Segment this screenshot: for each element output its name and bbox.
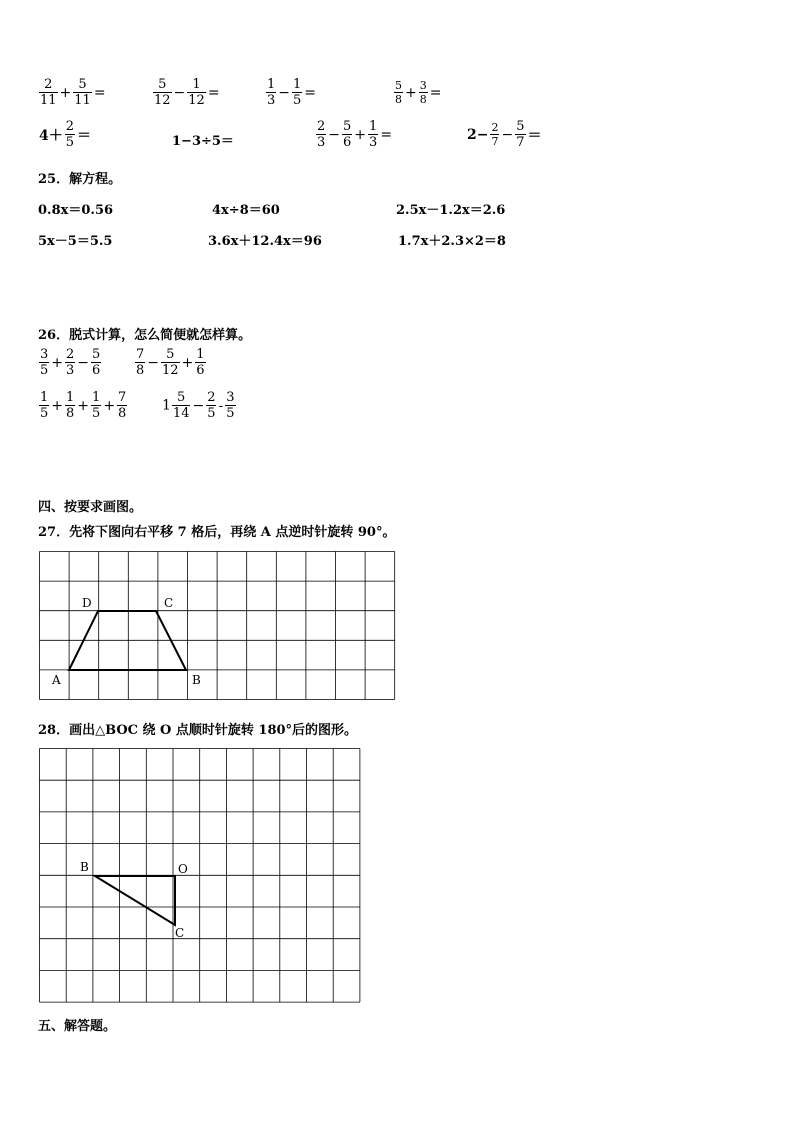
q28-triangle: [95, 876, 175, 925]
q25-eq-6: 1.7x＋2.3×2＝8: [398, 234, 506, 249]
q27-grid-figure: [38, 550, 396, 705]
expr-row2-4: 2− $\frac{2}{7}$ − $\frac{5}{7}$ ＝: [467, 119, 542, 150]
q28-title: 28．画出△BOC 绕 O 点顺时针旋转 180°后的图形。: [38, 723, 358, 738]
q27-label-b: B: [192, 673, 201, 687]
q27-label-a: A: [52, 673, 61, 687]
q26-expr-3: $\frac{1}{5}$ + $\frac{1}{8}$ + $\frac{1}{5}$ + $\frac{7}{8}$: [40, 390, 127, 421]
q25-eq-3: 2.5x－1.2x＝2.6: [396, 203, 506, 218]
q27-title: 27．先将下图向右平移 7 格后，再绕 A 点逆时针旋转 90°。: [38, 525, 396, 540]
q25-eq-4: 5x－5＝5.5: [38, 234, 113, 249]
section5-heading: 五、解答题。: [38, 1019, 117, 1034]
q26-expr-4: 1 $\frac{5}{14}$ − $\frac{2}{5}$ - $\frac{3}{5}$: [162, 390, 235, 421]
q28-label-b: B: [80, 860, 89, 874]
expr-row1-2: $\frac{5}{12}$ − $\frac{1}{12}$ =: [154, 77, 220, 108]
section4-heading: 四、按要求画图。: [38, 500, 143, 515]
q28-label-c: C: [175, 926, 185, 940]
expr-row1-4: $\frac{5}{8}$ + $\frac{3}{8}$ =: [395, 79, 442, 106]
q27-grid: [40, 552, 395, 700]
q27-label-d: D: [82, 596, 92, 610]
q25-eq-5: 3.6x＋12.4x＝96: [208, 234, 322, 249]
expr-row2-1: 4＋ $\frac{2}{5}$ ＝: [39, 119, 92, 150]
expr-row2-2: 1−3÷5＝: [172, 134, 234, 149]
q28-grid-figure: [38, 747, 364, 1007]
q26-expr-1: $\frac{3}{5}$ + $\frac{2}{3}$ − $\frac{5}{6}$: [40, 347, 101, 378]
q26-expr-2: $\frac{7}{8}$ − $\frac{5}{12}$ + $\frac{1}{6}$: [136, 347, 205, 378]
q25-eq-1: 0.8x＝0.56: [38, 203, 114, 218]
q26-title: 26．脱式计算，怎么简便就怎样算。: [38, 328, 252, 343]
q28-label-o: O: [178, 862, 188, 876]
expr-row2-3: $\frac{2}{3}$ − $\frac{5}{6}$ + $\frac{1}{3}$ =: [317, 119, 393, 150]
q25-title: 25．解方程。: [38, 172, 122, 187]
expr-row1-3: $\frac{1}{3}$ − $\frac{1}{5}$ =: [267, 77, 317, 108]
expr-row1-1: $\frac{2}{11}$ + $\frac{5}{11}$ =: [40, 77, 106, 108]
q27-label-c: C: [164, 596, 174, 610]
q28-grid: [40, 749, 360, 1003]
q25-eq-2: 4x÷8＝60: [212, 203, 280, 218]
